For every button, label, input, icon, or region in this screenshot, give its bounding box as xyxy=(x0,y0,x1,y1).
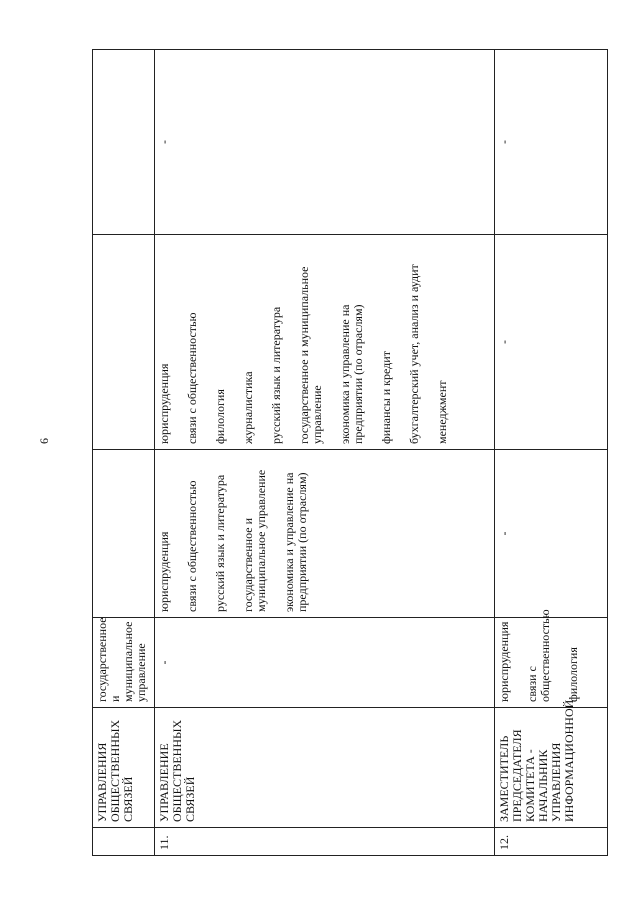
col4-cell: - xyxy=(495,235,608,450)
list-item: филология xyxy=(213,389,227,444)
requirements-table xyxy=(92,49,608,856)
list-item: связи с общественностью xyxy=(185,312,199,444)
row-number: 12. xyxy=(495,828,608,856)
requirements-table-rotated xyxy=(92,50,608,856)
list-item: юриспруденция xyxy=(497,621,511,702)
col3-cell xyxy=(155,450,495,618)
row-number: 11. xyxy=(155,828,495,856)
list-item: русский язык и литература xyxy=(213,474,227,612)
col5-cell: - xyxy=(155,50,495,235)
list-item: связи с общественностью xyxy=(525,609,552,702)
list-item: финансы и кредит xyxy=(379,351,393,444)
row-number xyxy=(93,828,155,856)
col3-cell xyxy=(93,450,155,618)
list-item: юриспруденция xyxy=(157,363,171,444)
list-item: экономика и управление на предприятии (по отраслям) xyxy=(338,304,365,444)
list-item: экономика и управление на предприятии (по отраслям) xyxy=(282,472,309,612)
list-item: журналистика xyxy=(241,371,255,444)
list-item: связи с общественностью xyxy=(185,480,199,612)
col2-cell xyxy=(495,609,608,708)
list-item: бухгалтерский учет, анализ и аудит xyxy=(407,264,421,444)
col3-cell: - xyxy=(495,450,608,618)
list-item: государственное и муниципальное управление xyxy=(297,266,324,444)
col5-cell xyxy=(93,50,155,235)
table-row xyxy=(155,50,495,856)
col2-cell xyxy=(93,618,155,708)
position-title: ЗАМЕСТИТЕЛЬ ПРЕДСЕДАТЕЛЯ КОМИТЕТА - НАЧАЛЬНИК УПРАВЛЕНИЯ ИНФОРМАЦИОННОЙ xyxy=(495,708,608,828)
col4-cell xyxy=(155,235,495,450)
col4-cell xyxy=(93,235,155,450)
page-number: 6 xyxy=(37,438,51,444)
list-item: русский язык и литература xyxy=(269,306,283,444)
list-item: юриспруденция xyxy=(157,531,171,612)
list-item: государственное и муниципальное управление xyxy=(95,617,148,702)
table-row xyxy=(93,50,155,856)
table-row xyxy=(495,50,608,856)
position-title: УПРАВЛЕНИЕ ОБЩЕСТВЕННЫХ СВЯЗЕЙ xyxy=(155,708,495,828)
col2-cell: - xyxy=(155,618,495,708)
position-title: УПРАВЛЕНИЯ ОБЩЕСТВЕННЫХ СВЯЗЕЙ xyxy=(93,708,155,828)
list-item: менеджмент xyxy=(435,380,449,444)
col5-cell: - xyxy=(495,50,608,235)
list-item: филология xyxy=(566,647,580,702)
list-item: государственное и муниципальное управление xyxy=(241,469,268,612)
